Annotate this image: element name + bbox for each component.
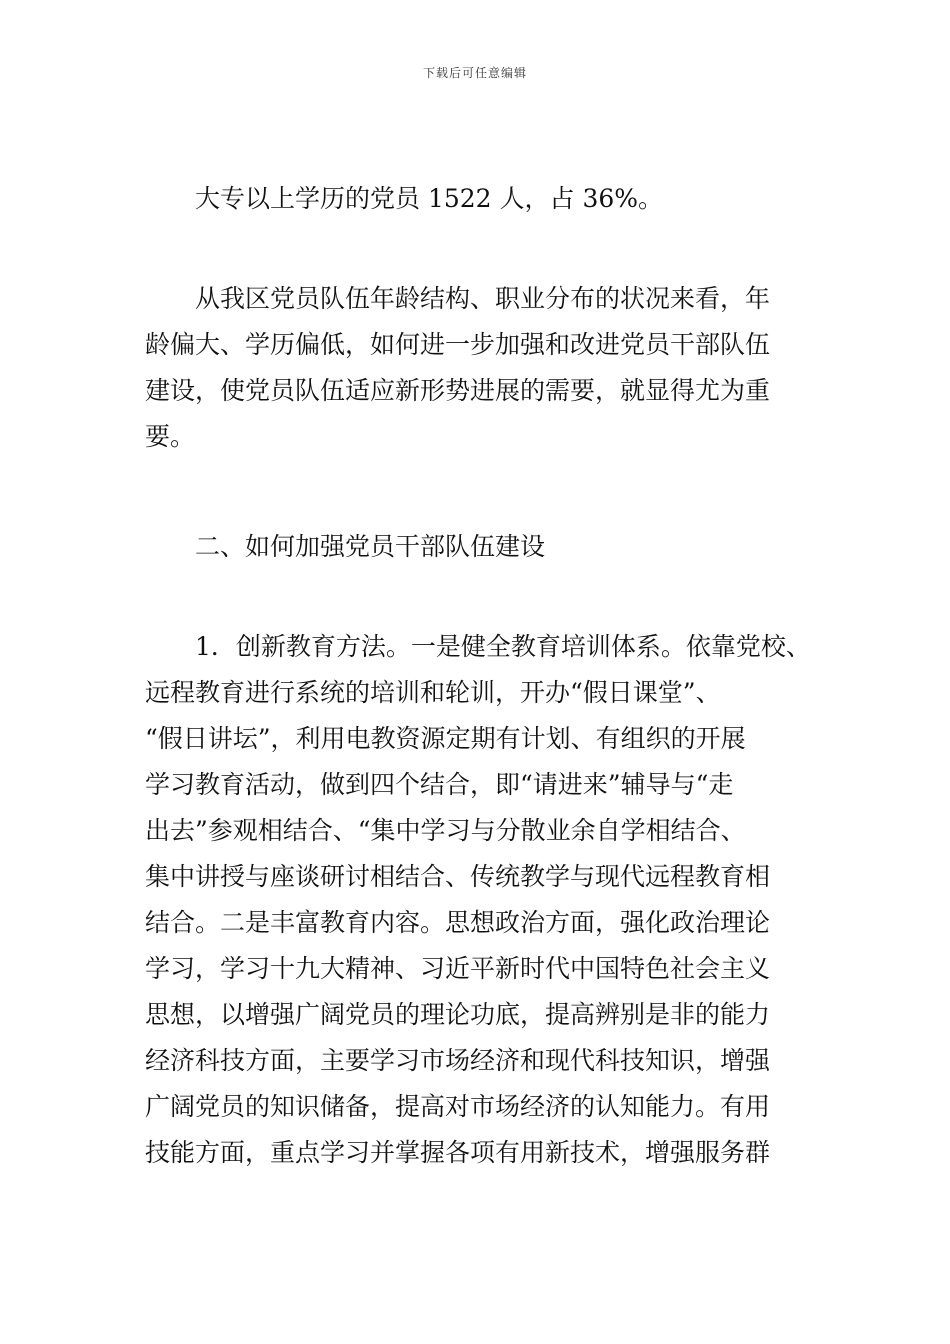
- text-line: 要。: [145, 422, 196, 451]
- text-line: 远程教育进行系统的培训和轮训，开办“假日课堂”、: [145, 678, 721, 707]
- section-heading-text: 二、如何加强党员干部队伍建设: [195, 532, 546, 561]
- text-line: 结合。二是丰富教育内容。思想政治方面，强化政治理论: [145, 908, 771, 937]
- text-line: “假日讲坛”，利用电教资源定期有计划、有组织的开展: [145, 724, 746, 753]
- text-line: 学习教育活动，做到四个结合，即“请进来”辅导与“走: [145, 770, 734, 799]
- text-line: 龄偏大、学历偏低，如何进一步加强和改进党员干部队伍: [145, 330, 771, 359]
- page-header: 下载后可任意编辑: [422, 66, 527, 80]
- text-line: 出去”参观相结合、“集中学习与分散业余自学相结合、: [145, 816, 746, 845]
- text-line: 广阔党员的知识储备，提高对市场经济的认知能力。有用: [145, 1092, 771, 1121]
- text-line: 思想，以增强广阔党员的理论功底，提高辨别是非的能力: [145, 1000, 771, 1029]
- text-line: 技能方面，重点学习并掌握各项有用新技术，增强服务群: [145, 1138, 771, 1167]
- text-line: 大专以上学历的党员 1522 人，占 36%。: [195, 184, 664, 213]
- section-heading: [145, 524, 825, 570]
- paragraph-education-stats: [145, 176, 825, 222]
- paragraph-education-methods: [145, 624, 825, 1176]
- paragraph-structure-analysis: [145, 276, 825, 460]
- text-line: 建设，使党员队伍适应新形势进展的需要，就显得尤为重: [145, 376, 771, 405]
- text-line: 集中讲授与座谈研讨相结合、传统教学与现代远程教育相: [145, 862, 771, 891]
- text-line: 从我区党员队伍年龄结构、职业分布的状况来看，年: [195, 284, 771, 313]
- text-line: 经济科技方面，主要学习市场经济和现代科技知识，增强: [145, 1046, 771, 1075]
- text-line: 1．创新教育方法。一是健全教育培训体系。依靠党校、: [195, 632, 811, 661]
- text-line: 学习，学习十九大精神、习近平新时代中国特色社会主义: [145, 954, 771, 983]
